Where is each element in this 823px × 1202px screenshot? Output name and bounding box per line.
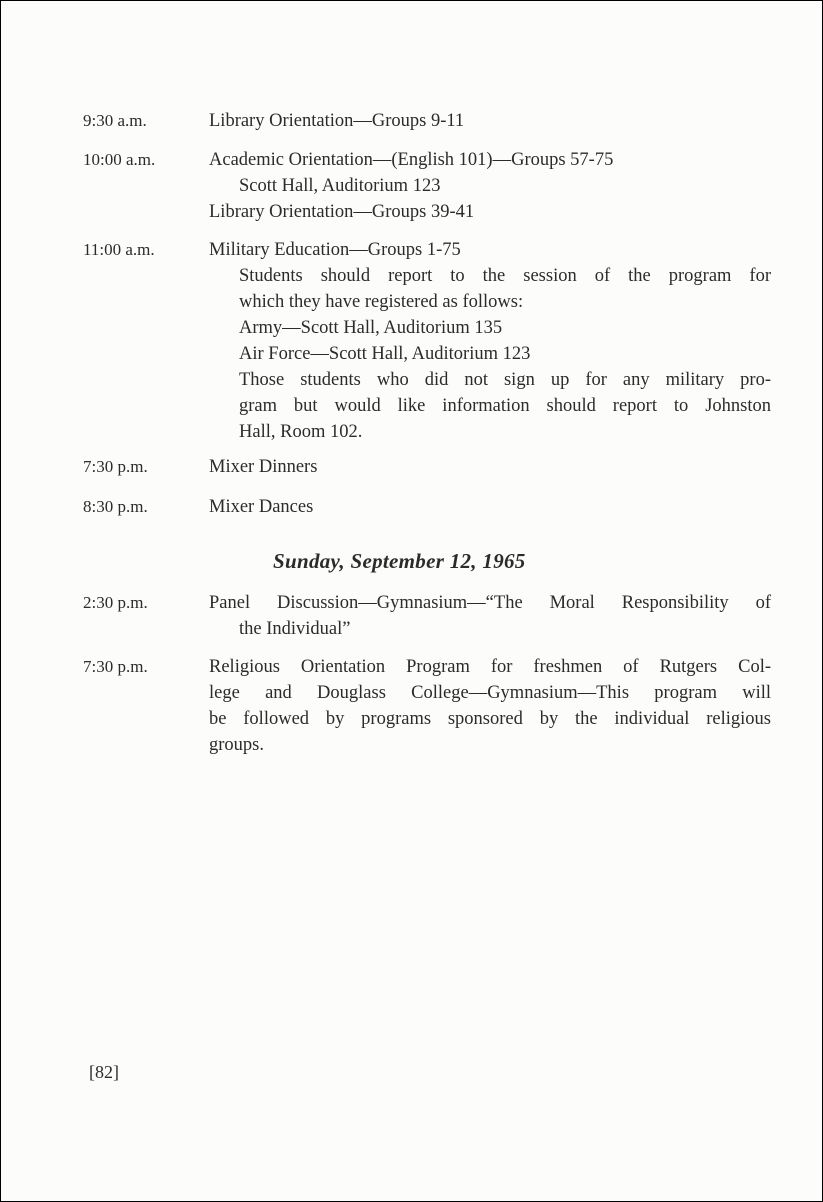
entry-description: [209, 237, 771, 445]
description-line: gram but would like information should report to Johnston: [239, 396, 771, 416]
description-line: be followed by programs sponsored by the individual religious: [209, 709, 771, 729]
description-line: which they have registered as follows:: [239, 292, 524, 312]
description-line: Scott Hall, Auditorium 123: [239, 176, 441, 196]
description-line: Mixer Dances: [209, 497, 314, 517]
description-line: Those students who did not sign up for any military pro-: [239, 370, 771, 390]
description-line: Academic Orientation—(English 101)—Groups 57-75: [209, 150, 614, 170]
description-line: Mixer Dinners: [209, 457, 318, 477]
description-line: Hall, Room 102.: [239, 422, 363, 442]
entry-time: 8:30 p.m.: [83, 497, 148, 516]
description-line: Military Education—Groups 1-75: [209, 240, 461, 260]
description-line: lege and Douglass College—Gymnasium—This program will: [209, 683, 771, 703]
description-line: Library Orientation—Groups 39-41: [209, 202, 475, 222]
entry-description: [209, 454, 771, 480]
description-line: Library Orientation—Groups 9-11: [209, 111, 465, 131]
entry-description: [209, 654, 771, 758]
description-line: Panel Discussion—Gymnasium—“The Moral Responsibility of: [209, 593, 771, 613]
entry-description: [209, 590, 771, 642]
entry-time: 10:00 a.m.: [83, 150, 156, 169]
entry-description: [209, 108, 771, 134]
description-line: Army—Scott Hall, Auditorium 135: [239, 318, 503, 338]
description-line: groups.: [209, 735, 264, 755]
entry-time: 7:30 p.m.: [83, 457, 148, 476]
description-line: Students should report to the session of the program for: [239, 266, 771, 286]
entry-time: 2:30 p.m.: [83, 593, 148, 612]
entry-description: [209, 494, 771, 520]
description-line: Religious Orientation Program for freshmen of Rutgers Col-: [209, 657, 771, 677]
entry-time: 7:30 p.m.: [83, 657, 148, 676]
description-line: the Individual”: [239, 619, 351, 639]
page-number: [82]: [89, 1062, 119, 1082]
day-heading: Sunday, September 12, 1965: [273, 549, 526, 573]
entry-time: 9:30 a.m.: [83, 111, 147, 130]
entry-time: 11:00 a.m.: [83, 240, 155, 259]
entry-description: [209, 147, 771, 225]
description-line: Air Force—Scott Hall, Auditorium 123: [239, 344, 531, 364]
